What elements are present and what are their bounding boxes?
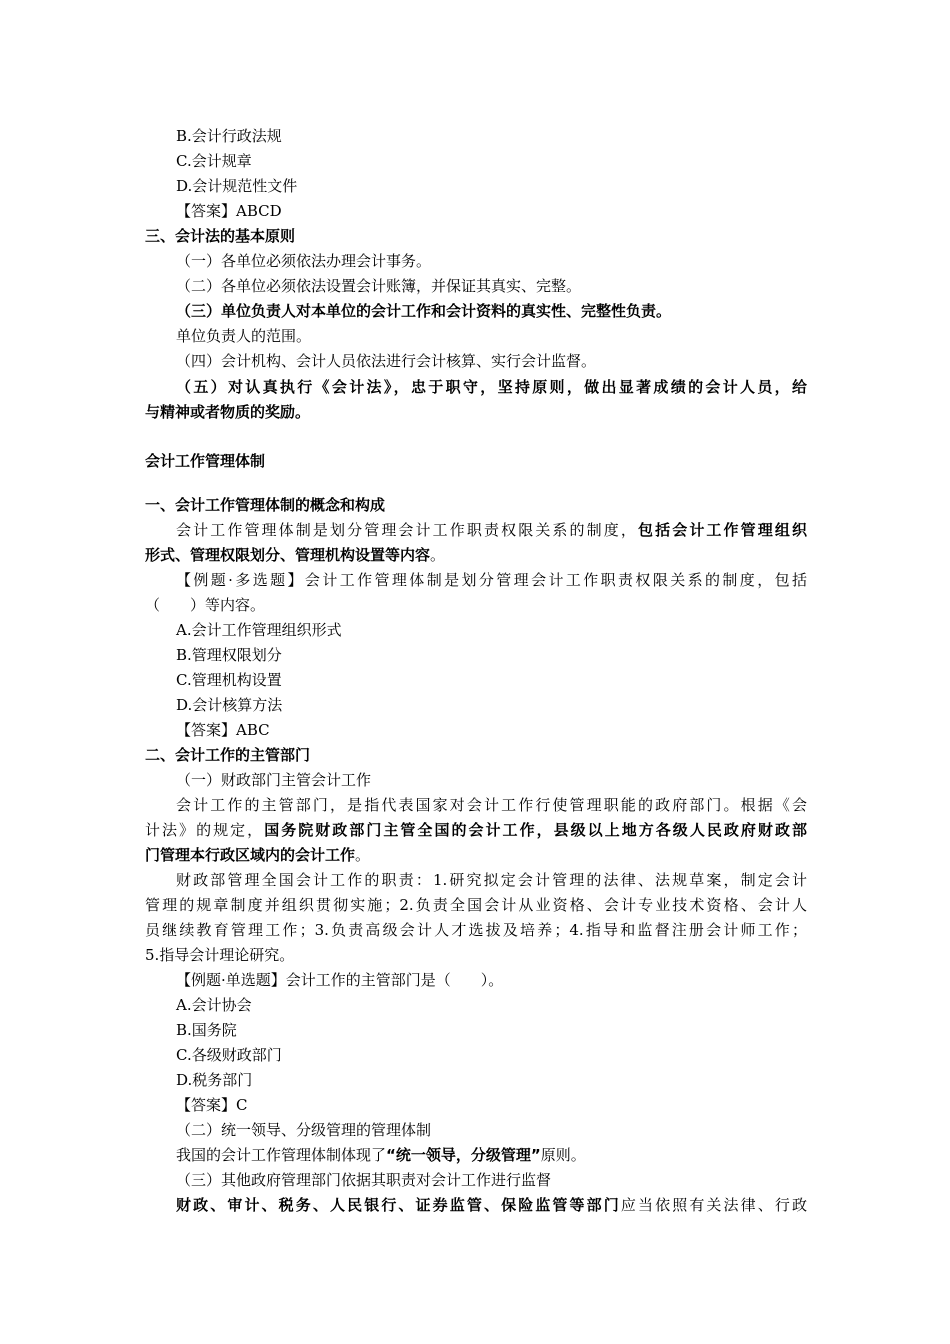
paragraph-line: 员继续教育管理工作；3.负责高级会计人才选拔及培养；4.指导和监督注册会计师工作； [145,921,807,939]
question-stem: 【例题·单选题】会计工作的主管部门是（ ）。 [176,971,504,989]
option-c: C.会计规章 [176,152,252,170]
section-heading: 二、会计工作的主管部门 [145,746,311,764]
paragraph-line: 管理的规章制度并组织贯彻实施；2.负责全国会计从业资格、会计专业技术资格、会计人 [145,896,807,914]
paragraph-line: 形式、管理权限划分、管理机构设置等内容。 [145,546,446,564]
principle-1: （一）各单位必须依法办理会计事务。 [176,252,432,270]
principle-3-note: 单位负责人的范围。 [176,327,312,345]
subheading: （二）统一领导、分级管理的管理体制 [176,1121,432,1139]
option-d: D.会计规范性文件 [176,177,298,195]
question-stem: 【例题·多选题】会计工作管理体制是划分管理会计工作职责权限关系的制度，包括 [176,571,807,589]
paragraph-line: 5.指导会计理论研究。 [145,946,295,964]
paragraph-line: 会计工作管理体制是划分管理会计工作职责权限关系的制度，包括会计工作管理组织 [176,521,807,539]
principle-5: （五）对认真执行《会计法》，忠于职守，坚持原则，做出显著成绩的会计人员，给 [176,378,807,396]
subheading: （三）其他政府管理部门依据其职责对会计工作进行监督 [176,1171,552,1189]
answer: 【答案】ABC [176,721,270,739]
principle-5-cont: 与精神或者物质的奖励。 [145,403,311,421]
principle-3: （三）单位负责人对本单位的会计工作和会计资料的真实性、完整性负责。 [176,302,672,320]
principle-4: （四）会计机构、会计人员依法进行会计核算、实行会计监督。 [176,352,597,370]
answer: 【答案】ABCD [176,202,282,220]
paragraph-line: 财政部管理全国会计工作的职责：1.研究拟定会计管理的法律、法规草案，制定会计 [176,871,807,889]
question-stem: （ ）等内容。 [145,596,266,614]
principle-2: （二）各单位必须依法设置会计账簿，并保证其真实、完整。 [176,277,582,295]
option-a: A.会计工作管理组织形式 [176,621,342,639]
chapter-title: 会计工作管理体制 [145,452,266,470]
option-b: B.会计行政法规 [176,127,282,145]
subheading: （一）财政部门主管会计工作 [176,771,372,789]
answer: 【答案】C [176,1096,248,1114]
option-d: D.会计核算方法 [176,696,283,714]
option-a: A.会计协会 [176,996,252,1014]
paragraph-line: 计法》的规定，国务院财政部门主管全国的会计工作，县级以上地方各级人民政府财政部 [145,821,807,839]
paragraph-line: 财政、审计、税务、人民银行、证券监管、保险监管等部门应当依照有关法律、行政 [176,1196,807,1214]
section-heading: 一、会计工作管理体制的概念和构成 [145,496,386,514]
section-heading: 三、会计法的基本原则 [145,227,296,245]
paragraph-line: 会计工作的主管部门，是指代表国家对会计工作行使管理职能的政府部门。根据《会 [176,796,807,814]
paragraph-line: 我国的会计工作管理体制体现了“统一领导，分级管理”原则。 [176,1146,586,1164]
option-b: B.管理权限划分 [176,646,282,664]
option-c: C.各级财政部门 [176,1046,282,1064]
option-b: B.国务院 [176,1021,237,1039]
paragraph-line: 门管理本行政区域内的会计工作。 [145,846,371,864]
option-d: D.税务部门 [176,1071,253,1089]
option-c: C.管理机构设置 [176,671,282,689]
